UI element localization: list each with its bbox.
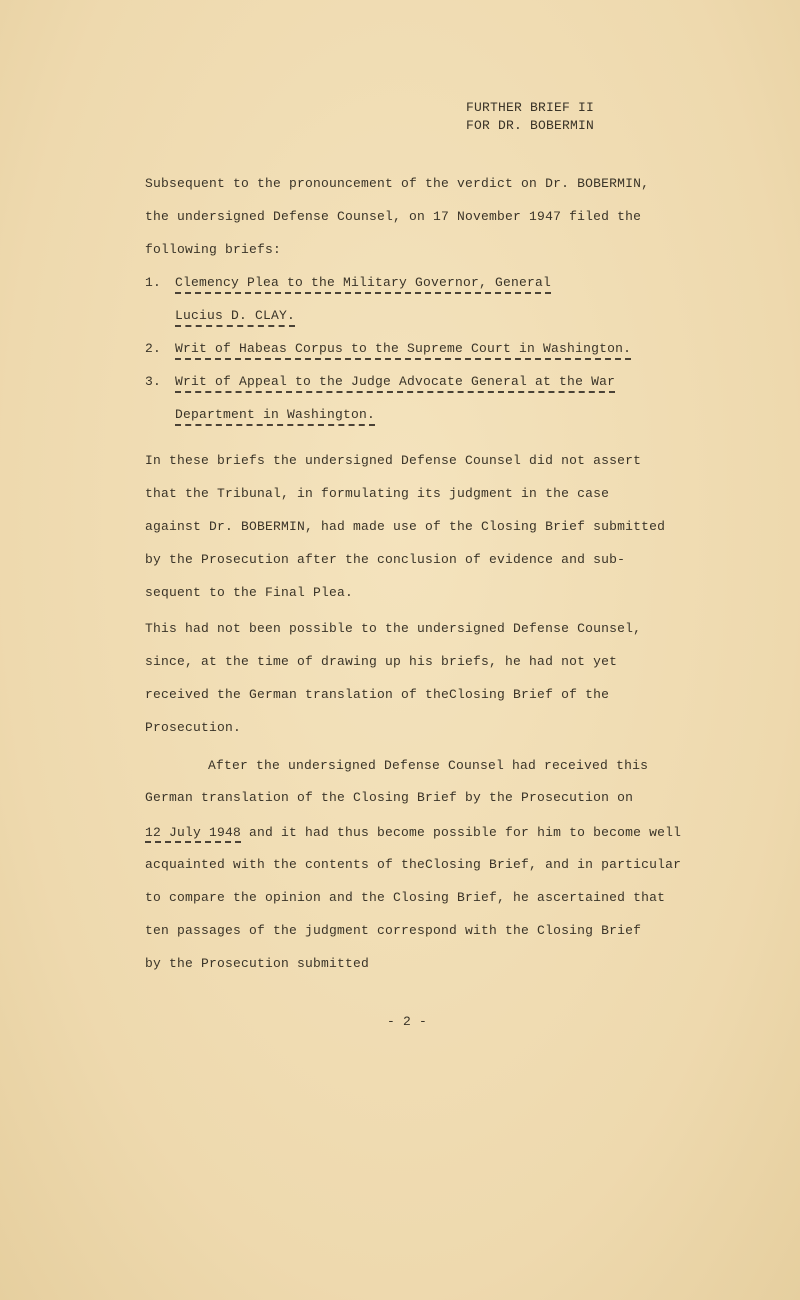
intro-line: the undersigned Defense Counsel, on 17 November 1947 filed the (145, 209, 642, 224)
paragraph-line: against Dr. BOBERMIN, had made use of the Closing Brief submitted (145, 519, 666, 534)
brief-item-text: Department in Washington. (175, 407, 375, 426)
header-subtitle: FOR DR. BOBERMIN (466, 118, 595, 133)
paragraph-line: This had not been possible to the undersigned Defense Counsel, (145, 621, 642, 636)
brief-item-text: Clemency Plea to the Military Governor, General (175, 275, 551, 294)
brief-number: 1. (145, 275, 162, 290)
paragraph-line: Prosecution. (145, 720, 242, 735)
brief-item-text: Lucius D. CLAY. (175, 308, 295, 327)
paragraph-line (145, 825, 681, 841)
paragraph-line: German translation of the Closing Brief by the Prosecution on (145, 790, 634, 805)
brief-item-text: Writ of Appeal to the Judge Advocate General at the War (175, 374, 615, 393)
paragraph-line: In these briefs the undersigned Defense Counsel did not assert (145, 453, 642, 468)
paragraph-line: After the undersigned Defense Counsel had received this (208, 758, 649, 773)
date-underlined: 12 July 1948 (145, 825, 241, 843)
intro-line: following briefs: (145, 242, 282, 257)
paragraph-line: by the Prosecution submitted (145, 956, 370, 971)
brief-item-text: Writ of Habeas Corpus to the Supreme Court in Washington. (175, 341, 631, 360)
page-number: - 2 - (387, 1014, 428, 1029)
paragraph-line: acquainted with the contents of theClosing Brief, and in particular (145, 857, 682, 872)
paragraph-line: received the German translation of theClosing Brief of the (145, 687, 610, 702)
header-title: FURTHER BRIEF II (466, 100, 595, 115)
paragraph-line: ten passages of the judgment correspond with the Closing Brief (145, 923, 642, 938)
paragraph-text: and it had thus become possible for him to become well (241, 825, 682, 840)
paragraph-line: to compare the opinion and the Closing Brief, he ascertained that (145, 890, 666, 905)
brief-number: 3. (145, 374, 162, 389)
paragraph-line: that the Tribunal, in formulating its judgment in the case (145, 486, 610, 501)
paragraph-line: by the Prosecution after the conclusion of evidence and sub- (145, 552, 626, 567)
paragraph-line: sequent to the Final Plea. (145, 585, 354, 600)
intro-line: Subsequent to the pronouncement of the verdict on Dr. BOBERMIN, (145, 176, 650, 191)
brief-number: 2. (145, 341, 162, 356)
paragraph-line: since, at the time of drawing up his briefs, he had not yet (145, 654, 618, 669)
